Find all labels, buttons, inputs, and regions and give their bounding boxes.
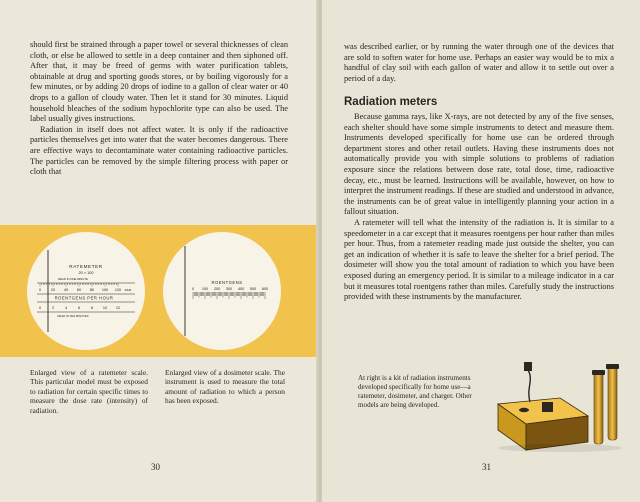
ratemeter-read-ten-minutes: READ IN TEN MINUTES — [57, 314, 89, 318]
ratemeter-top-label: 20 — [50, 288, 56, 292]
left-page — [0, 0, 318, 502]
right-body-text — [344, 112, 614, 303]
right-paragraph-1: was described earlier, or by running the water through one of the devices that are sold to soften water for home use. Perhaps an easier way would be to mix a handful of clay soil with each gallon of water and allow it to settle out over a period of a day. — [344, 42, 614, 83]
dosimeter-ticks — [193, 292, 265, 299]
dosimeter-scale — [192, 287, 268, 291]
radiation-kit-illustration — [490, 358, 626, 453]
right-page — [322, 0, 640, 502]
charger-knob — [542, 402, 553, 412]
ratemeter-dial-figure — [27, 232, 145, 350]
ratemeter-top-label: 80 — [89, 288, 95, 292]
charger-socket — [519, 408, 529, 412]
ratemeter-tube-icon — [594, 372, 603, 444]
ratemeter-unit-label: ROENTGENS PER HOUR — [54, 295, 114, 301]
ratemeter-bottom-label: 6 — [77, 306, 81, 310]
dosimeter-scale-label: 0 — [191, 287, 195, 291]
ratemeter-bottom-label: 12 — [115, 306, 121, 310]
ratemeter-caption: Enlarged view of a ratemeter scale. This particular model must be exposed to radiation for certain specific times to measure the dose rate (intensity) of radiation. — [30, 368, 148, 415]
ratemeter-tube-cap — [592, 370, 605, 375]
ratemeter-top-ticks — [40, 283, 118, 287]
ratemeter-bottom-label: 8 — [90, 306, 94, 310]
dosimeter-scale-label: 500 — [249, 287, 257, 291]
dosimeter-caption: Enlarged view of a dosimeter scale. The instrument is used to measure the total amount of radiation to which a person has been exposed. — [165, 368, 285, 406]
ratemeter-bottom-label: 0 — [38, 306, 42, 310]
charger-plug — [524, 362, 532, 371]
section-heading: Radiation meters — [344, 96, 438, 108]
dosimeter-scale-label: 600 — [261, 287, 269, 291]
dosimeter-dial-svg — [163, 232, 281, 350]
right-paragraph-3: A ratemeter will tell what the intensity of the radiation is. It is similar to a speedometer in a car except that it measures roentgens per hour rather than miles per hour. Thus, from a ratemeter reading made just outside the shelter, you can get an indication of whether it is safe to leave the shelter for a brief period. The dosimeter will show you the total amount of radiation to which you have been exposed during an emergency period. It is similar to a mileage indicator in a car but it measures total roentgens rather than miles. Carefully study the instructions provided with these instruments by the manufacturer. — [344, 217, 614, 302]
ratemeter-bottom-label: 2 — [51, 306, 55, 310]
dosimeter-scale-label: 400 — [237, 287, 245, 291]
ratemeter-subtitle: 20 × 100 — [78, 271, 94, 275]
dosimeter-scale-label: 300 — [225, 287, 233, 291]
ratemeter-top-label: 120 — [114, 288, 122, 292]
left-body-text — [30, 40, 288, 178]
ratemeter-title: RATEMETER — [69, 264, 103, 269]
ratemeter-top-scale — [39, 288, 131, 292]
ratemeter-top-label: 60 — [76, 288, 82, 292]
kit-caption: At right is a kit of radiation instruments developed specifically for home use—a ratemeter, dosimeter, and charger. Other models are being developed. — [358, 374, 472, 409]
ratemeter-top-unit: R/HR — [124, 288, 132, 292]
ratemeter-bottom-scale — [39, 306, 120, 310]
ratemeter-bottom-label: 10 — [102, 306, 108, 310]
dosimeter-unit-label: ROENTGENS — [211, 280, 243, 285]
dosimeter-tube-cap — [606, 364, 619, 369]
ratemeter-top-label: 100 — [101, 288, 109, 292]
charger-cord — [528, 370, 530, 402]
right-paragraph-2: Because gamma rays, like X-rays, are not detected by any of the five senses, each shelter should have some simple instruments to detect and measure them. Instruments developed specifically for home use can be ordered through department stores and other retail outlets. Having these instruments does not automatically provide you with simple solutions to problems of radiation exposure since the relations between dose rate, total dose, time, radioactive decay, etc., must be learned. Instructions will be available, however, on how to interpret the instrument readings. If these are studied and understood in advance, the instruments can be of great value in intelligently planning your action in a fallout situation. — [344, 112, 614, 217]
dosimeter-scale-label: 100 — [201, 287, 209, 291]
right-page-number: 31 — [482, 462, 491, 472]
ratemeter-dial-svg — [27, 232, 145, 350]
left-paragraph-2: Radiation in itself does not affect water. It is only if the radioactive particles themselves get into water that the water becomes dangerous. There are effective ways to decontaminate water containing radioactive particles. The particles can be removed by the simple filtering process with paper or cloth that — [30, 124, 288, 177]
dosimeter-scale-label: 200 — [213, 287, 221, 291]
kit-shadow — [498, 444, 622, 452]
left-page-number: 30 — [151, 462, 160, 472]
dosimeter-tube-icon — [608, 366, 617, 440]
ratemeter-top-label: 40 — [63, 288, 69, 292]
dosimeter-dial-figure — [163, 232, 281, 350]
ratemeter-bottom-label: 4 — [64, 306, 68, 310]
ratemeter-top-label: 0 — [38, 288, 42, 292]
ratemeter-read-one-minute: READ IN ONE MINUTE — [58, 277, 88, 281]
left-paragraph-1: should first be strained through a paper towel or several thicknesses of clean cloth, or else be allowed to settle in a deep container and then siphoned off. After that, it may be freed of germs with water purification tablets, obtainable at drug and sporting goods stores, or by boiling vigorously for a few minutes, or by adding 20 drops of iodine to a gallon of clear water or 40 drops to a gallon of cloudy water. Then let it stand for 30 minutes. Liquid household bleaches of the sodium hypochlorite type can also be used. The label usually gives instructions. — [30, 40, 288, 124]
